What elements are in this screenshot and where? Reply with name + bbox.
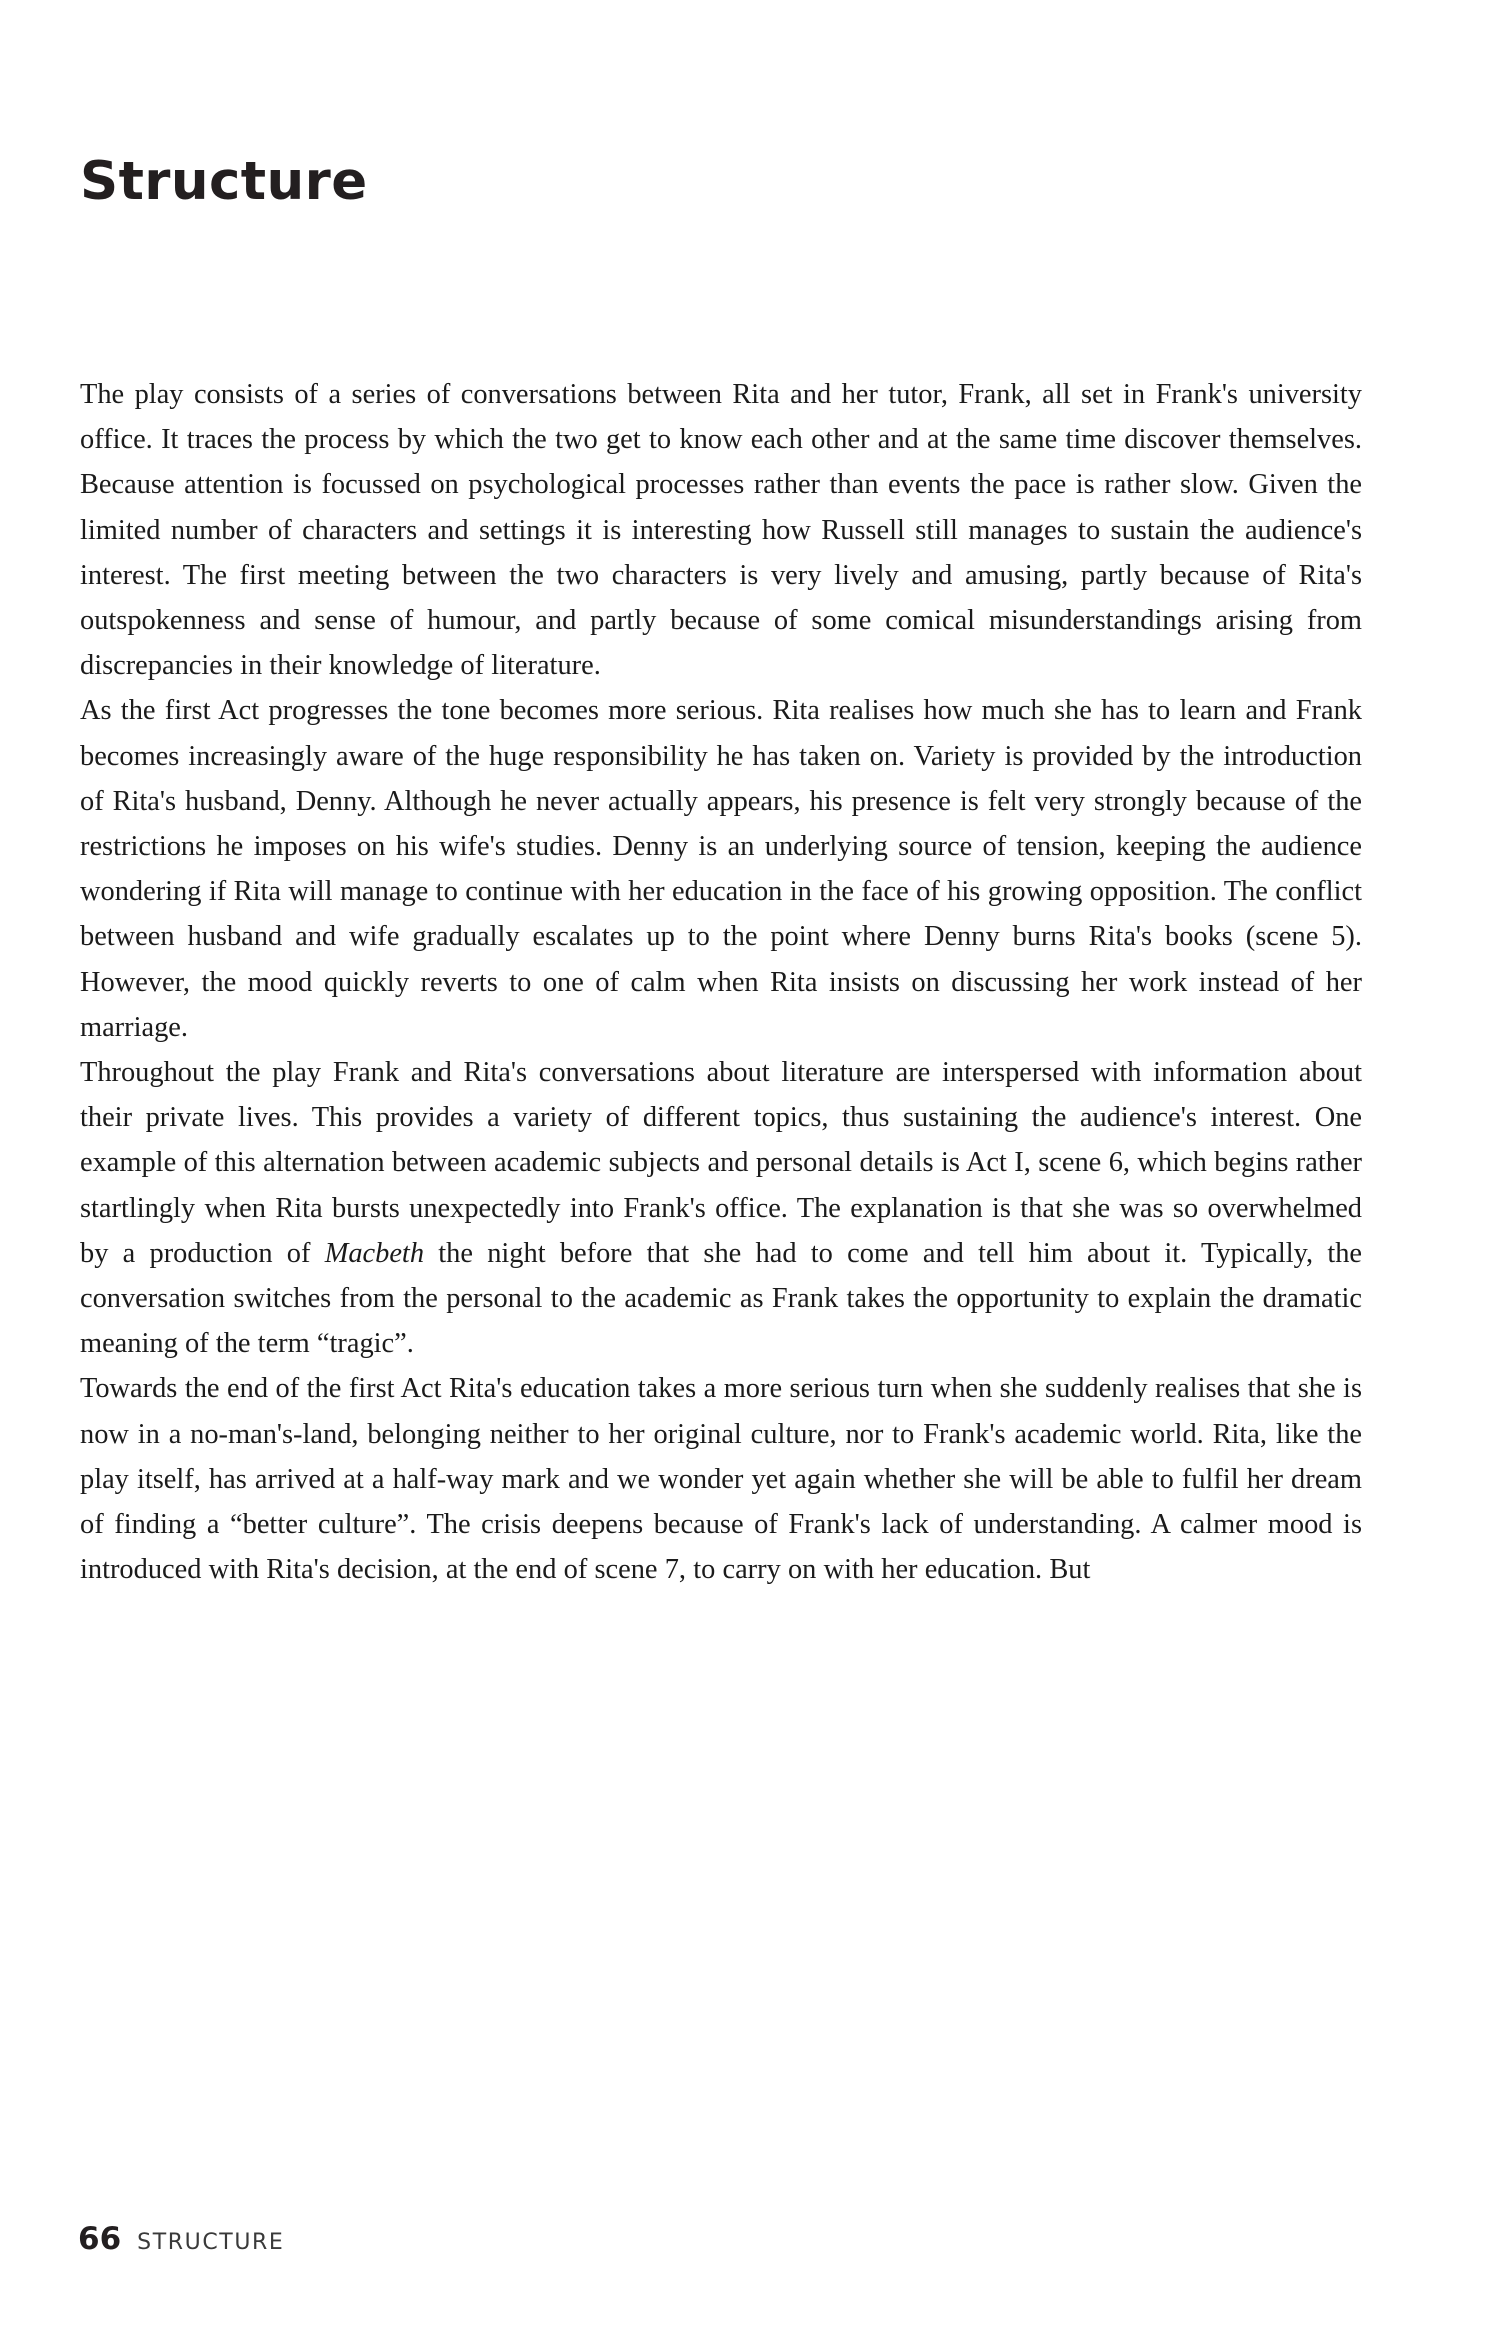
paragraph-3-part-1: Throughout the play Frank and Rita's conversations about literature are interspersed with information about their private lives. This provides a variety of different topics, thus sustaining the audience's interest. One example of this alternation between academic subjects and personal details is Act I, scene 6, which begins rather startlingly when Rita bursts unexpectedly into Frank's office. The explanation is that she was so overwhelmed by a production of — [80, 1057, 1362, 1269]
running-head: STRUCTURE — [137, 2230, 285, 2255]
paragraph-1: The play consists of a series of conversations between Rita and her tutor, Frank, all set in Frank's university office. It traces the process by which the two get to know each other and at the same time discover themselves. Because attention is focussed on psychological processes rather than events the pace is rather slow. Given the limited number of characters and settings it is interesting how Russell still manages to sustain the audience's interest. The first meeting between the two characters is very lively and amusing, partly because of Rita's outspokenness and sense of humour, and partly because of some comical misunderstandings arising from discrepancies in their knowledge of literature. — [80, 379, 1362, 682]
paragraph-3 — [80, 1050, 1362, 1366]
paragraph-3-part-2: the night before that she had to come and tell him about it. Typically, the conversation switches from the personal to the academic as Frank takes the opportunity to explain the dramatic meaning of the term “tragic”. — [80, 1237, 1363, 1360]
body-text-column — [80, 372, 1362, 1592]
page-title: Structure — [80, 150, 368, 212]
paragraph-2: As the first Act progresses the tone becomes more serious. Rita realises how much she has to learn and Frank becomes increasingly aware of the huge responsibility he has taken on. Variety is provided by the introduction of Rita's husband, Denny. Although he never actually appears, his presence is felt very strongly because of the restrictions he imposes on his wife's studies. Denny is an underlying source of tension, keeping the audience wondering if Rita will manage to continue with her education in the face of his growing opposition. The conflict between husband and wife gradually escalates up to the point where Denny burns Rita's books (scene 5). However, the mood quickly reverts to one of calm when Rita insists on discussing her work instead of her marriage. — [80, 695, 1362, 1043]
page-footer — [78, 2221, 284, 2257]
paragraph-4: Towards the end of the first Act Rita's education takes a more serious turn when she suddenly realises that she is now in a no-man's-land, belonging neither to her original culture, nor to Frank's academic world. Rita, like the play itself, has arrived at a half-way mark and we wonder yet again whether she will be able to fulfil her dream of finding a “better culture”. The crisis deepens because of Frank's lack of understanding. A calmer mood is introduced with Rita's decision, at the end of scene 7, to carry on with her education. But — [80, 1373, 1362, 1586]
play-title-macbeth: Macbeth — [324, 1237, 425, 1269]
page-number: 66 — [78, 2221, 122, 2257]
